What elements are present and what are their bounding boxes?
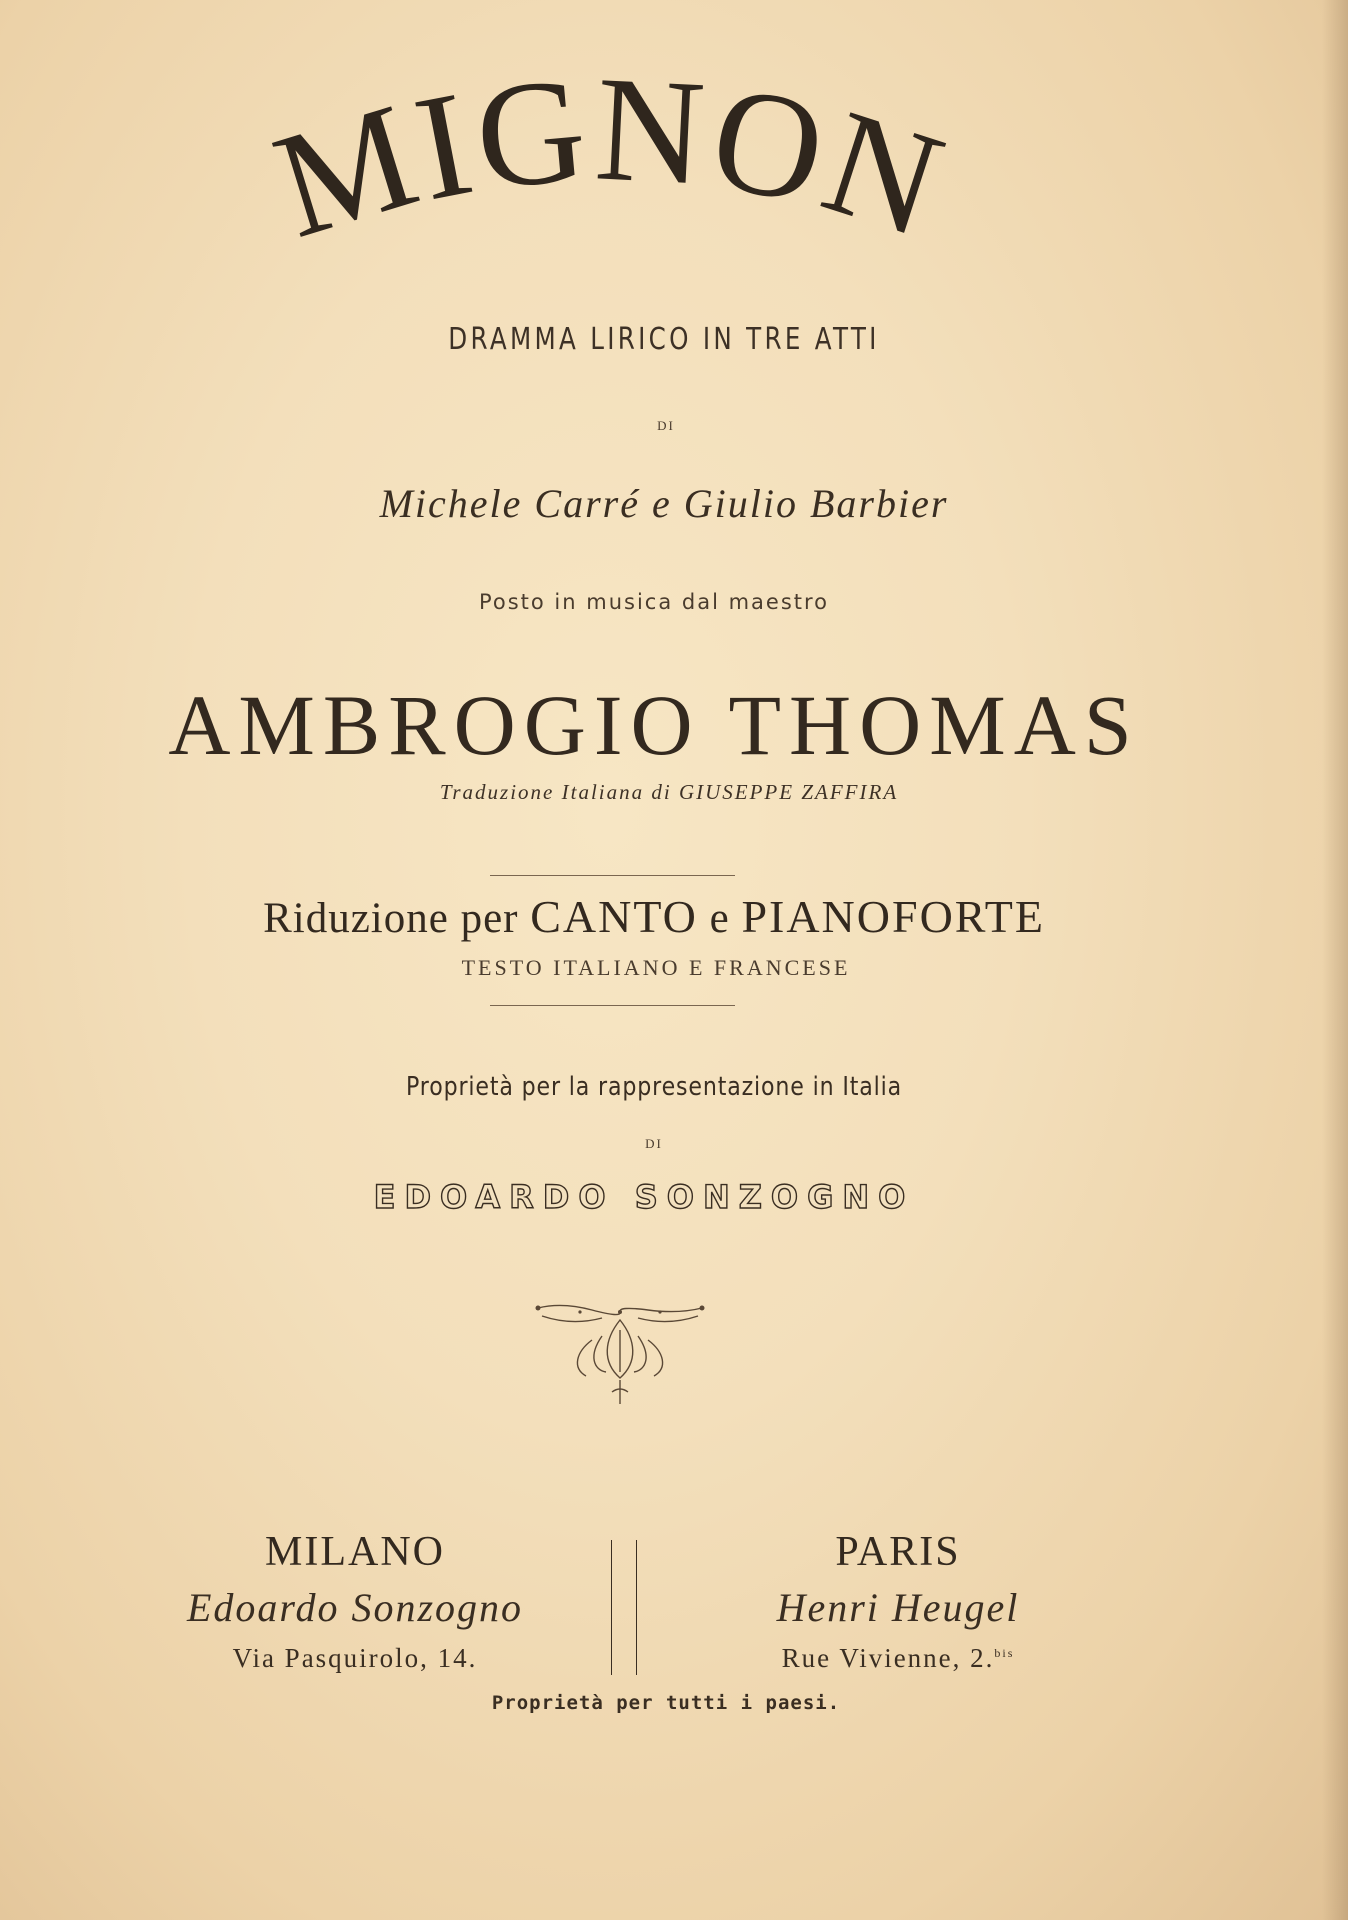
title-text: MIGNON	[257, 60, 964, 271]
imprint-left-address: Via Pasquirolo, 14.	[232, 1643, 478, 1673]
imprint-right-city: PARIS	[835, 1529, 961, 1575]
imprint-right-address: Rue Vivienne, 2.	[781, 1643, 995, 1673]
imprint-right-address-sup: bis	[994, 1646, 1015, 1660]
imprint-left-city: MILANO	[265, 1529, 445, 1575]
decorative-ornament	[532, 1300, 708, 1410]
reduction-canto: CANTO	[530, 891, 698, 942]
divider-bottom	[490, 1005, 735, 1006]
reduction-line	[0, 890, 1328, 943]
by-label-2: DI	[645, 1136, 663, 1151]
imprint-right-publisher: Henri Heugel	[776, 1585, 1020, 1630]
rights-notice: Proprietà per tutti i paesi.	[491, 1692, 841, 1714]
imprint-left-publisher: Edoardo Sonzogno	[186, 1585, 524, 1630]
reduction-piano: PIANOFORTE	[741, 891, 1045, 942]
librettists: Michele Carré e Giulio Barbier	[379, 481, 949, 526]
imprint-right-address-line	[678, 1643, 1118, 1674]
property-owner: EDOARDO SONZOGNO	[373, 1178, 915, 1216]
subtitle: DRAMMA LIRICO IN TRE ATTI	[448, 322, 880, 357]
divider-top	[490, 875, 735, 876]
svg-text:MIGNON	[258, 60, 964, 270]
by-label: DI	[657, 418, 675, 433]
text-languages: TESTO ITALIANO E FRANCESE	[461, 955, 851, 980]
imprint-divider-left	[611, 1540, 612, 1675]
set-to-music-label: Posto in musica dal maestro	[478, 590, 830, 614]
translation-credit: Traduzione Italiana di GIUSEPPE ZAFFIRA	[439, 780, 899, 804]
title-arched	[140, 60, 1080, 320]
composer-name: AMBROGIO THOMAS	[168, 677, 1140, 773]
imprint-divider-right	[636, 1540, 637, 1675]
reduction-prefix: Riduzione per	[263, 895, 519, 942]
reduction-conj: e	[709, 895, 730, 942]
property-notice: Proprietà per la rappresentazione in Italia	[406, 1072, 902, 1102]
